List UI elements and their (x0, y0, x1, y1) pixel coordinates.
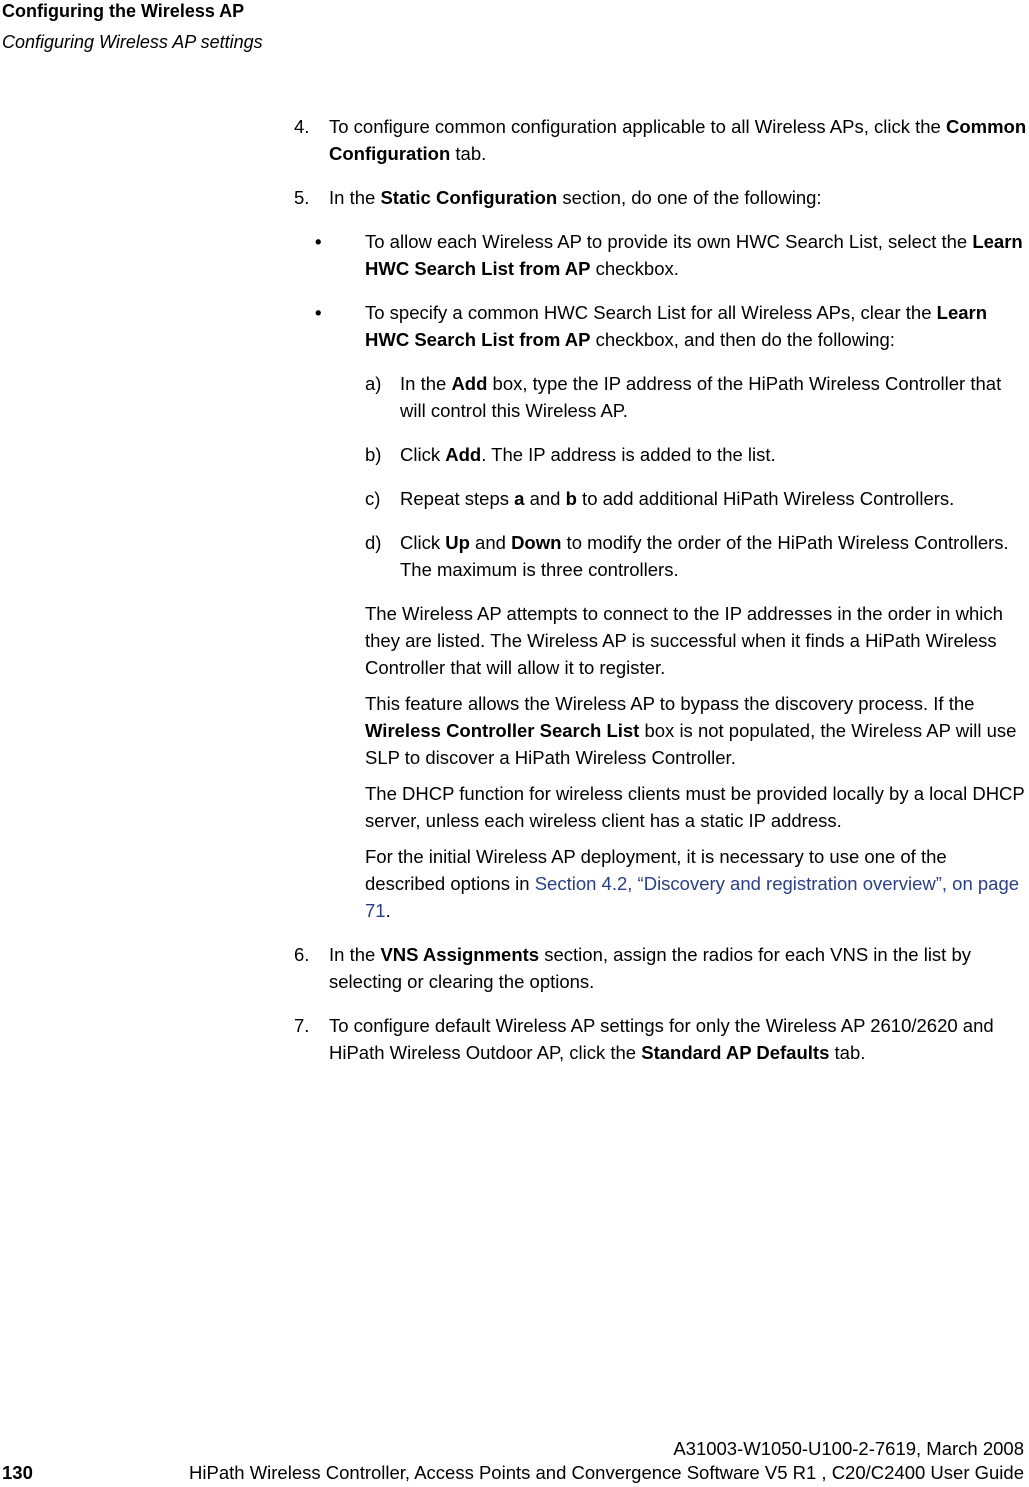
paragraph-text-tail: box is not populated, the Wireless AP will use SLP to discover a HiPath Wireless Controller. (365, 720, 1017, 768)
substep-text-mid: and (524, 488, 566, 509)
substep-text: Click (400, 444, 446, 465)
ui-term-common-configuration: Common Configuration (329, 116, 1027, 164)
substep-text: Click (400, 532, 446, 553)
substep-letter: d) (365, 532, 382, 553)
page-number: 130 (2, 1462, 33, 1483)
substep-b (287, 441, 1027, 468)
step-ref-b: b (565, 488, 577, 509)
step-text-tail: section, do one of the following: (557, 187, 822, 208)
step-5 (287, 184, 1027, 211)
ui-term-add: Add (451, 373, 488, 394)
bullet-common-hwc (287, 299, 1027, 353)
step-number: 7. (294, 1015, 310, 1036)
step-number: 5. (294, 187, 310, 208)
substep-text: Repeat steps (400, 488, 515, 509)
ui-term-down: Down (511, 532, 562, 553)
ui-term-standard-ap-defaults: Standard AP Defaults (641, 1042, 830, 1063)
substep-a (287, 370, 1027, 424)
ui-term-learn-hwc-search-list: Learn HWC Search List from AP (365, 231, 1023, 279)
substep-text-tail: to modify the order of the HiPath Wireless Controllers. The maximum is three controllers. (400, 532, 1009, 580)
ui-term-vns-assignments: VNS Assignments (380, 944, 540, 965)
step-7 (287, 1012, 1027, 1066)
bullet-text: To specify a common HWC Search List for all Wireless APs, clear the (365, 302, 937, 323)
paragraph-initial-deployment (287, 843, 1027, 924)
substep-letter: b) (365, 444, 382, 465)
paragraph-connection-order: The Wireless AP attempts to connect to the IP addresses in the order in which they are listed. The Wireless AP is successful when it finds a HiPath Wireless Controller that will allow it to register. (365, 603, 1003, 678)
ui-term-learn-hwc-search-list: Learn HWC Search List from AP (365, 302, 988, 350)
paragraph-text: This feature allows the Wireless AP to bypass the discovery process. If the (365, 693, 975, 714)
step-text: In the (329, 187, 381, 208)
substep-text-tail: to add additional HiPath Wireless Controllers. (576, 488, 955, 509)
step-text: To configure common configuration applicable to all Wireless APs, click the (329, 116, 946, 137)
substep-text-tail: . The IP address is added to the list. (481, 444, 776, 465)
step-number: 4. (294, 116, 310, 137)
bullet-icon: • (315, 302, 322, 323)
step-ref-a: a (514, 488, 525, 509)
substep-text-tail: box, type the IP address of the HiPath Wireless Controller that will control this Wireless AP. (400, 373, 1002, 421)
guide-title: HiPath Wireless Controller, Access Points and Convergence Software V5 R1 , C20/C2400 User Guide (189, 1462, 1024, 1483)
ui-term-static-configuration: Static Configuration (380, 187, 558, 208)
substep-letter: c) (365, 488, 381, 509)
ui-term-add: Add (445, 444, 482, 465)
step-number: 6. (294, 944, 310, 965)
chapter-title: Configuring the Wireless AP (2, 1, 245, 21)
step-4 (287, 113, 1027, 167)
bullet-text-tail: checkbox, and then do the following: (590, 329, 895, 350)
step-text-tail: tab. (450, 143, 487, 164)
ui-term-up: Up (445, 532, 470, 553)
substep-d (287, 529, 1027, 583)
step-6 (287, 941, 1027, 995)
paragraph-bypass-discovery (287, 690, 1027, 771)
section-title: Configuring Wireless AP settings (2, 32, 263, 52)
bullet-text: To allow each Wireless AP to provide its own HWC Search List, select the (365, 231, 973, 252)
paragraph-dhcp: The DHCP function for wireless clients must be provided locally by a local DHCP server, unless each wireless client has a static IP address. (365, 783, 1025, 831)
substep-text: In the (400, 373, 452, 394)
document-id: A31003-W1050-U100-2-7619, March 2008 (673, 1438, 1024, 1459)
step-text-tail: tab. (829, 1042, 866, 1063)
bullet-text-tail: checkbox. (590, 258, 679, 279)
substep-c (287, 485, 1027, 512)
main-content (287, 113, 1027, 1083)
step-text: In the (329, 944, 381, 965)
step-text-tail: section, assign the radios for each VNS in the list by selecting or clearing the options. (329, 944, 971, 992)
paragraph-text: For the initial Wireless AP deployment, it is necessary to use one of the described options in (365, 846, 947, 894)
ui-term-wireless-controller-search-list: Wireless Controller Search List (365, 720, 640, 741)
bullet-learn-hwc (287, 228, 1027, 282)
substep-text-mid: and (469, 532, 512, 553)
cross-reference-link[interactable]: Section 4.2, “Discovery and registration overview”, on page 71 (365, 873, 1020, 921)
substep-letter: a) (365, 373, 382, 394)
step-text: To configure default Wireless AP settings for only the Wireless AP 2610/2620 and HiPath Wireless Outdoor AP, click the (329, 1015, 994, 1063)
footer-line (0, 1461, 1024, 1485)
running-header (2, 0, 263, 53)
paragraph-text-tail: . (385, 900, 391, 921)
page-footer (0, 1437, 1024, 1485)
bullet-icon: • (315, 231, 322, 252)
